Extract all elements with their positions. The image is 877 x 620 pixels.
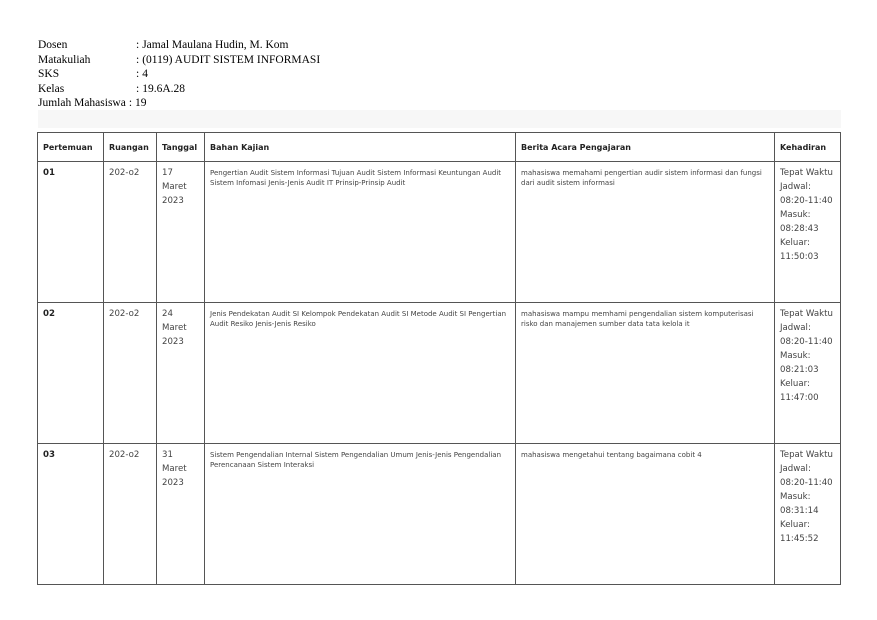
kelas-label: Kelas bbox=[38, 82, 65, 95]
cell-pertemuan: 01 bbox=[38, 162, 104, 303]
dosen-label: Dosen bbox=[38, 39, 68, 51]
separator: : bbox=[128, 97, 133, 109]
cell-ruangan: 202-o2 bbox=[104, 303, 157, 444]
cell-kehadiran: Tepat Waktu Jadwal: 08:20-11:40 Masuk: 08:31:14 Keluar: 11:45:52 bbox=[775, 444, 841, 585]
sks-value: 4 bbox=[142, 68, 148, 80]
col-header-berita-acara: Berita Acara Pengajaran bbox=[516, 133, 775, 162]
col-header-bahan-kajian: Bahan Kajian bbox=[205, 133, 516, 162]
cell-ruangan: 202-o2 bbox=[104, 162, 157, 303]
cell-berita-acara: mahasiswa mengetahui tentang bagaimana cobit 4 bbox=[516, 444, 775, 585]
jumlah-label: Jumlah Mahasiswa bbox=[38, 97, 126, 109]
cell-berita-acara: mahasiswa memahami pengertian audir sistem informasi dan fungsi dari audit sistem informasi bbox=[516, 162, 775, 303]
table-header-row bbox=[38, 133, 841, 162]
cell-tanggal: 31 Maret 2023 bbox=[157, 444, 205, 585]
matakuliah-label: Matakuliah bbox=[38, 53, 91, 66]
matakuliah-row bbox=[38, 53, 320, 68]
course-info bbox=[38, 38, 320, 111]
col-header-ruangan: Ruangan bbox=[104, 133, 157, 162]
jumlah-value: 19 bbox=[135, 97, 147, 109]
table-row bbox=[38, 162, 841, 303]
cell-tanggal: 17 Maret 2023 bbox=[157, 162, 205, 303]
sks-label: SKS bbox=[38, 68, 60, 80]
kelas-row bbox=[38, 82, 320, 97]
cell-bahan-kajian: Sistem Pengendalian Internal Sistem Pengendalian Umum Jenis-Jenis Pengendalian Perencanaan Sistem Interaksi bbox=[205, 444, 516, 585]
separator: : bbox=[136, 39, 140, 51]
separator: : bbox=[136, 82, 140, 95]
table-row bbox=[38, 303, 841, 444]
cell-ruangan: 202-o2 bbox=[104, 444, 157, 585]
cell-tanggal: 24 Maret 2023 bbox=[157, 303, 205, 444]
cell-bahan-kajian: Jenis Pendekatan Audit SI Kelompok Pendekatan Audit SI Metode Audit SI Pengertian Audit Resiko Jenis-Jenis Resiko bbox=[205, 303, 516, 444]
kelas-value: 19.6A.28 bbox=[142, 82, 186, 95]
cell-bahan-kajian: Pengertian Audit Sistem Informasi Tujuan Audit Sistem Informasi Keuntungan Audit Sistem Infomasi Jenis-Jenis Audit IT Prinsip-Prinsip Audit bbox=[205, 162, 516, 303]
cell-berita-acara: mahasiswa mampu memhami pengendalian sistem komputerisasi risko dan manajemen sumber data tata kelola it bbox=[516, 303, 775, 444]
separator: : bbox=[136, 53, 140, 66]
cell-pertemuan: 03 bbox=[38, 444, 104, 585]
cell-kehadiran: Tepat Waktu Jadwal: 08:20-11:40 Masuk: 08:21:03 Keluar: 11:47:00 bbox=[775, 303, 841, 444]
col-header-kehadiran: Kehadiran bbox=[775, 133, 841, 162]
jumlah-row bbox=[38, 96, 320, 111]
attendance-table bbox=[37, 132, 841, 585]
col-header-tanggal: Tanggal bbox=[157, 133, 205, 162]
header-band bbox=[38, 110, 841, 128]
table-row bbox=[38, 444, 841, 585]
col-header-pertemuan: Pertemuan bbox=[38, 133, 104, 162]
dosen-row bbox=[38, 38, 320, 53]
cell-pertemuan: 02 bbox=[38, 303, 104, 444]
separator: : bbox=[136, 68, 140, 80]
matakuliah-value: (0119) AUDIT SISTEM INFORMASI bbox=[142, 53, 321, 66]
dosen-value: Jamal Maulana Hudin, M. Kom bbox=[142, 39, 289, 51]
sks-row bbox=[38, 67, 320, 82]
cell-kehadiran: Tepat Waktu Jadwal: 08:20-11:40 Masuk: 08:28:43 Keluar: 11:50:03 bbox=[775, 162, 841, 303]
